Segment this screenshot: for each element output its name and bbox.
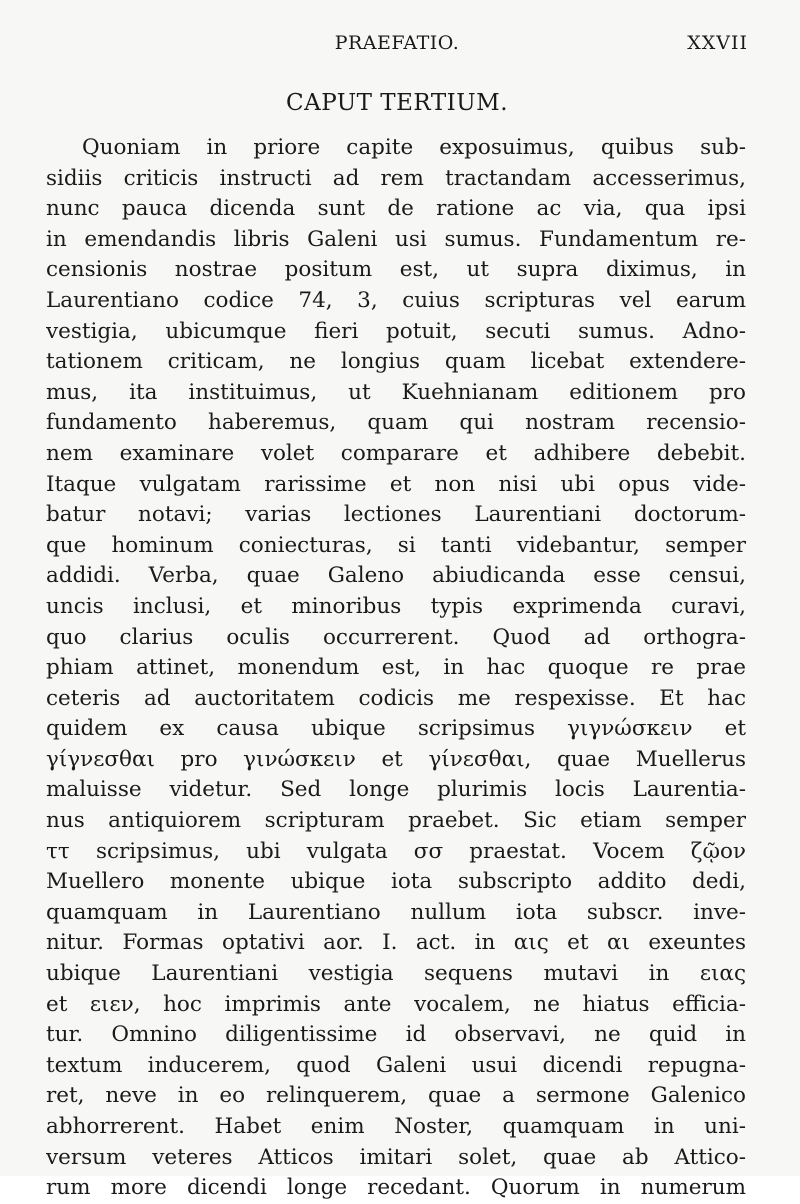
text-line: sidiis criticis instructi ad rem tractandam accesserimus, — [46, 165, 746, 191]
text-line: textum inducerem, quod Galeni usui dicendi repugna- — [46, 1052, 746, 1078]
text-line: in emendandis libris Galeni usi sumus. Fundamentum re- — [46, 226, 746, 252]
text-line: et ειεν, hoc imprimis ante vocalem, ne hiatus efficia- — [46, 991, 746, 1017]
running-title: PRAEFATIO. — [334, 32, 460, 54]
text-line: ceteris ad auctoritatem codicis me respexisse. Et hac — [46, 685, 746, 711]
text-line: rum more dicendi longe recedant. Quorum in numerum — [46, 1175, 746, 1201]
text-line: tationem criticam, ne longius quam licebat extendere- — [46, 349, 746, 375]
text-line: ττ scripsimus, ubi vulgata σσ praestat. Vocem ζῷον — [46, 838, 746, 864]
text-line: ubique Laurentiani vestigia sequens mutavi in ειας — [46, 961, 746, 987]
text-line: mus, ita instituimus, ut Kuehnianam editionem pro — [46, 379, 746, 405]
body-text — [46, 133, 746, 1204]
text-line: ret, neve in eo relinquerem, quae a sermone Galenico — [46, 1083, 746, 1109]
text-line: Muellero monente ubique iota subscripto addito dedi, — [46, 869, 746, 895]
text-line: γίγνεσθαι pro γινώσκειν et γίνεσθαι, quae Muellerus — [46, 746, 746, 772]
text-line: quamquam in Laurentiano nullum iota subscr. inve- — [46, 899, 746, 925]
text-line: Itaque vulgatam rarissime et non nisi ubi opus vide- — [46, 471, 746, 497]
text-line: addidi. Verba, quae Galeno abiudicanda esse censui, — [46, 563, 746, 589]
text-line: versum veteres Atticos imitari solet, quae ab Attico- — [46, 1144, 746, 1170]
text-line: fundamento haberemus, quam qui nostram recensio- — [46, 410, 746, 436]
text-line: que hominum coniecturas, si tanti videbantur, semper — [46, 532, 746, 558]
text-line: nus antiquiorem scripturam praebet. Sic etiam semper — [46, 808, 746, 834]
text-line: censionis nostrae positum est, ut supra diximus, in — [46, 257, 746, 283]
text-line: abhorrerent. Habet enim Noster, quamquam in uni- — [46, 1114, 746, 1139]
text-line: vestigia, ubicumque fieri potuit, secuti sumus. Adno- — [46, 318, 746, 344]
text-line: nunc pauca dicenda sunt de ratione ac via, qua ipsi — [46, 196, 746, 222]
text-line: batur notavi; varias lectiones Laurentiani doctorum- — [46, 502, 746, 528]
text-line: Laurentiano codice 74, 3, cuius scripturas vel earum — [46, 287, 746, 313]
page-header — [46, 24, 748, 60]
text-line: nem examinare volet comparare et adhibere debebit. — [46, 440, 746, 466]
text-line: quo clarius oculis occurrerent. Quod ad orthogra- — [46, 624, 746, 650]
text-line: nitur. Formas optativi aor. I. act. in αις et αι exeuntes — [46, 930, 746, 956]
text-line: quidem ex causa ubique scripsimus γιγνώσκειν et — [46, 716, 746, 742]
text-line: phiam attinet, monendum est, in hac quoque re prae — [46, 655, 746, 681]
chapter-title: CAPUT TERTIUM. — [285, 90, 509, 116]
text-line: maluisse videtur. Sed longe plurimis locis Laurentia- — [46, 777, 746, 803]
text-line: Quoniam in priore capite exposuimus, quibus sub- — [82, 135, 746, 160]
page-number: XXVII — [687, 32, 748, 54]
text-line: uncis inclusi, et minoribus typis exprimenda curavi, — [46, 593, 746, 619]
text-line: tur. Omnino diligentissime id observavi, ne quid in — [46, 1022, 746, 1048]
